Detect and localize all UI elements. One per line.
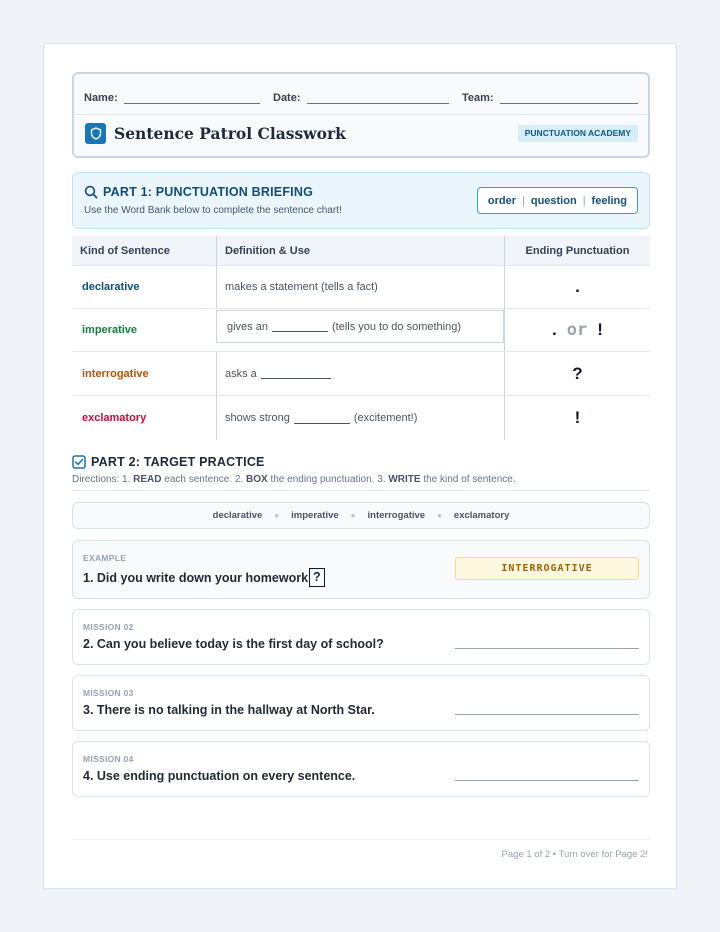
kind-exclamatory: exclamatory: [82, 412, 147, 424]
chip: interrogative: [367, 510, 426, 521]
directions-keyword: BOX: [246, 474, 268, 485]
mission-sentence: 3. There is no talking in the hallway at North Star.: [83, 703, 375, 717]
definition-text: [225, 412, 417, 424]
name-field[interactable]: [84, 86, 260, 104]
word-bank-item: order: [487, 194, 516, 207]
definition-text: [227, 321, 461, 333]
kind-declarative: declarative: [82, 281, 140, 293]
example-sentence: [83, 568, 325, 587]
directions-text: the kind of sentence.: [423, 474, 516, 485]
definition-text: makes a statement (tells a fact): [225, 281, 378, 293]
ending-punctuation-alt: !: [597, 320, 603, 339]
column-header: Kind of Sentence: [80, 244, 170, 257]
definition-cell-highlight: [216, 310, 504, 343]
mission-card: [72, 741, 650, 797]
ending-punctuation: !: [574, 408, 581, 427]
word-bank-item: feeling: [591, 194, 627, 207]
checkbox-icon: [72, 455, 86, 474]
mission-sentence: 4. Use ending punctuation on every sentence.: [83, 769, 356, 783]
footer-divider: [72, 839, 650, 840]
definition-part: gives an: [227, 320, 268, 333]
chart-row-declarative: [72, 266, 650, 309]
part2-title: PART 2: TARGET PRACTICE: [91, 455, 265, 469]
definition-text: [225, 368, 335, 380]
or-separator: or: [566, 320, 588, 340]
team-line[interactable]: [500, 88, 638, 104]
definition-part: asks a: [225, 367, 257, 380]
info-fields: [84, 86, 640, 106]
chip-dot: ●: [437, 511, 442, 520]
sentence-kind-chips: [72, 502, 650, 529]
directions-text: the ending punctuation. 3.: [270, 474, 386, 485]
chip-dot: ●: [350, 511, 356, 520]
chart-header-row: [72, 236, 650, 266]
definition-part: (tells you to do something): [331, 320, 461, 333]
name-label: Name:: [84, 92, 118, 104]
example-card: [72, 540, 650, 599]
ending-punctuation: ?: [572, 363, 583, 383]
column-header: Definition & Use: [216, 236, 504, 265]
directions-text: each sentence. 2.: [164, 474, 244, 485]
date-line[interactable]: [307, 88, 449, 104]
part2-directions: [72, 474, 516, 485]
date-label: Date:: [273, 92, 301, 104]
word-bank-separator: |: [582, 194, 586, 207]
example-tag: EXAMPLE: [83, 553, 127, 563]
header-divider: [74, 114, 648, 115]
definition-part: shows strong: [225, 412, 290, 424]
column-header: Ending Punctuation: [504, 236, 650, 265]
mission-card: [72, 609, 650, 665]
mission-card: [72, 675, 650, 731]
chip: exclamatory: [453, 510, 510, 521]
page-footer: Page 1 of 2 • Turn over for Page 2!: [501, 849, 648, 860]
section-divider: [72, 490, 650, 491]
word-bank-item: question: [530, 194, 577, 207]
mission-sentence: 2. Can you believe today is the first day of school?: [83, 637, 384, 651]
chart-row-imperative: [72, 309, 650, 352]
example-answer: INTERROGATIVE: [455, 557, 639, 580]
page-title: Sentence Patrol Classwork: [114, 124, 346, 143]
academy-badge: PUNCTUATION ACADEMY: [518, 125, 638, 142]
worksheet-page: [43, 43, 677, 889]
mission-tag: MISSION 03: [83, 688, 134, 698]
definition-part: (excitement!): [353, 412, 418, 424]
boxed-punctuation: ?: [309, 568, 325, 587]
part1-title: PART 1: PUNCTUATION BRIEFING: [103, 185, 313, 199]
chart-row-interrogative: [72, 352, 650, 396]
search-icon: [84, 185, 98, 204]
ending-punctuation-cell: [504, 309, 650, 351]
team-label: Team:: [462, 92, 494, 104]
ending-punctuation: .: [575, 277, 580, 296]
mission-tag: MISSION 04: [83, 754, 134, 764]
chip: declarative: [212, 510, 263, 521]
part1-banner: [72, 172, 650, 229]
ending-punctuation: .: [552, 320, 557, 339]
shield-icon: [85, 123, 106, 144]
answer-line[interactable]: [455, 714, 639, 715]
answer-line[interactable]: [455, 780, 639, 781]
mission-tag: MISSION 02: [83, 622, 134, 632]
chip: imperative: [291, 510, 339, 521]
directions-text: Directions: 1.: [72, 474, 131, 485]
directions-keyword: READ: [133, 474, 162, 485]
word-bank-separator: |: [521, 194, 525, 207]
directions-keyword: WRITE: [388, 474, 421, 485]
fill-in-blank[interactable]: [294, 413, 350, 424]
kind-interrogative: interrogative: [82, 367, 149, 380]
fill-in-blank[interactable]: [272, 321, 328, 332]
chart-row-exclamatory: [72, 396, 650, 440]
date-field[interactable]: [273, 86, 449, 104]
answer-line[interactable]: [455, 648, 639, 649]
word-bank: [477, 187, 638, 214]
fill-in-blank[interactable]: [261, 368, 331, 379]
header-card: [72, 72, 650, 158]
chip-dot: ●: [274, 511, 280, 520]
part1-instructions: Use the Word Bank below to complete the sentence chart!: [84, 205, 342, 216]
team-field[interactable]: [462, 86, 638, 104]
name-line[interactable]: [124, 88, 260, 104]
kind-imperative: imperative: [82, 324, 138, 336]
sentence-text: 1. Did you write down your homework: [83, 570, 309, 585]
